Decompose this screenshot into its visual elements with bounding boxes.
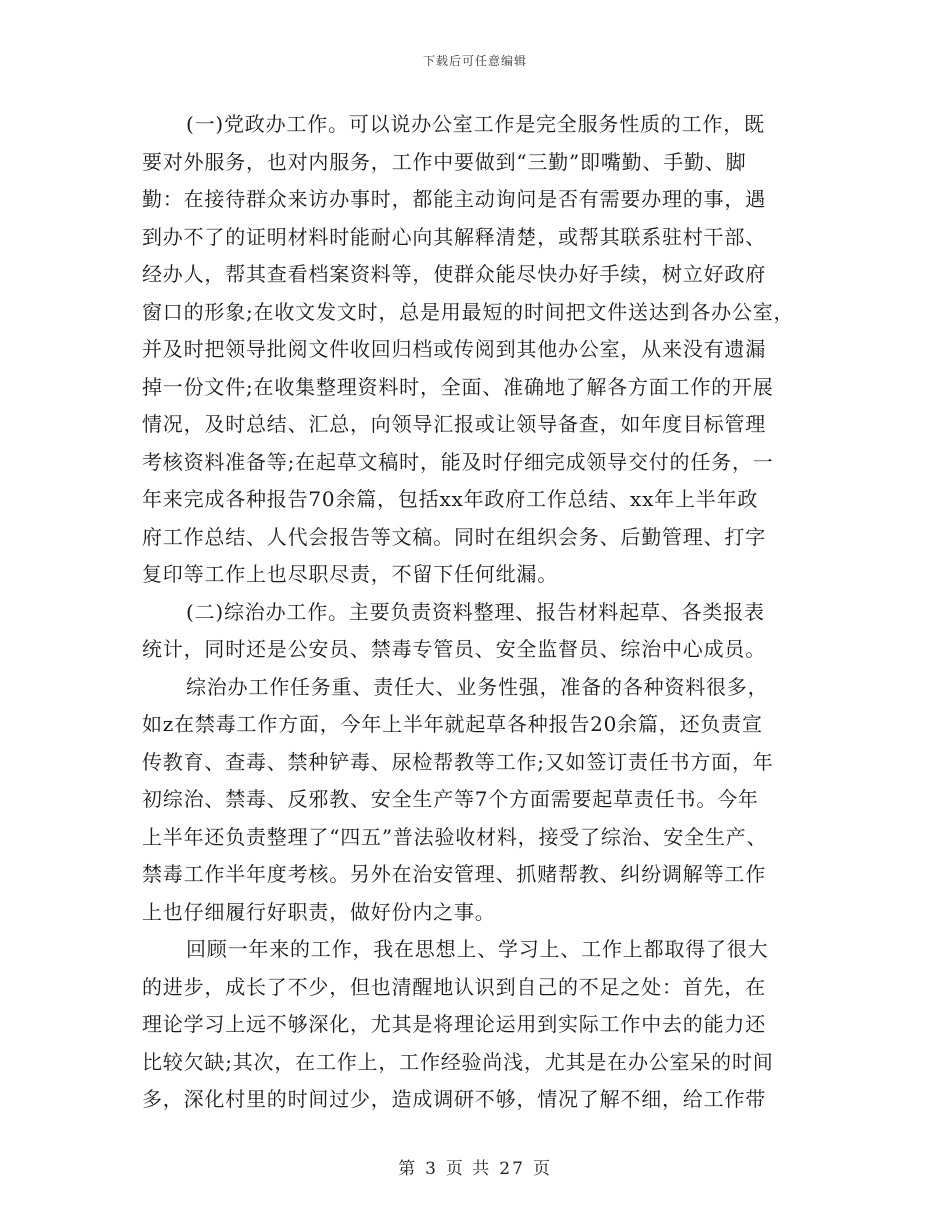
- text-line: 综治办工作任务重、责任大、业务性强，准备的各种资料很多，: [186, 674, 769, 699]
- document-body: [142, 106, 822, 1119]
- text-line: 掉一份文件;在收集整理资料时，全面、准确地了解各方面工作的开展: [142, 374, 774, 399]
- text-line: 考核资料准备等;在起草文稿时，能及时仔细完成领导交付的任务，一: [142, 449, 774, 474]
- text-line: 要对外服务，也对内服务，工作中要做到“三勤”即嘴勤、手勤、脚: [142, 149, 747, 174]
- footer-prefix: 第: [398, 1159, 418, 1179]
- text-line: 并及时把领导批阅文件收回归档或传阅到其他办公室，从来没有遗漏: [142, 337, 766, 361]
- text-line: 统计，同时还是公安员、禁毒专管员、安全监督员、综治中心成员。: [142, 637, 766, 661]
- paragraph-party-office: [142, 106, 822, 594]
- text-line: 传教育、查毒、禁种铲毒、尿检帮教等工作;又如签订责任书方面，年: [142, 749, 774, 774]
- text-line: 情况，及时总结、汇总，向领导汇报或让领导备查，如年度目标管理: [142, 412, 766, 436]
- text-line: 年来完成各种报告70余篇，包括xx年政府工作总结、xx年上半年政: [142, 487, 759, 511]
- footer-suffix: 页: [532, 1159, 552, 1179]
- page-total: 27: [499, 1159, 525, 1179]
- text-line: 复印等工作上也尽职尽责，不留下任何纰漏。: [142, 562, 558, 586]
- text-line: 上也仔细履行好职责，做好份内之事。: [142, 899, 496, 924]
- text-line: 窗口的形象;在收文发文时，总是用最短的时间把文件送达到各办公室，: [142, 299, 795, 324]
- text-line: 初综治、禁毒、反邪教、安全生产等7个方面需要起草责任书。今年: [142, 787, 759, 811]
- page-header: 下载后可任意编辑: [422, 54, 527, 68]
- text-line: 勤：在接待群众来访办事时，都能主动询问是否有需要办理的事，遇: [142, 187, 766, 211]
- text-line: 到办不了的证明材料时能耐心向其解释清楚，或帮其联系驻村干部、: [142, 224, 766, 249]
- text-line: 经办人，帮其查看档案资料等，使群众能尽快办好手续，树立好政府: [142, 262, 766, 286]
- text-line: 如z在禁毒工作方面，今年上半年就起草各种报告20余篇，还负责宣: [142, 712, 763, 736]
- page-footer: [0, 1154, 950, 1179]
- text-line: 禁毒工作半年度考核。另外在治安管理、抓赌帮教、纠纷调解等工作: [142, 862, 766, 886]
- text-line: 上半年还负责整理了“四五”普法验收材料，接受了综治、安全生产、: [142, 824, 768, 849]
- text-line: 比较欠缺;其次，在工作上，工作经验尚浅，尤其是在办公室呆的时间: [142, 1049, 774, 1074]
- text-line: 府工作总结、人代会报告等文稿。同时在组织会务、后勤管理、打字: [142, 524, 766, 549]
- paragraph-review: [142, 931, 822, 1119]
- paragraph-comprehensive-office: [142, 594, 822, 669]
- text-line: 理论学习上远不够深化，尤其是将理论运用到实际工作中去的能力还: [142, 1012, 766, 1036]
- footer-middle: 页 共: [445, 1159, 492, 1179]
- text-line: 回顾一年来的工作，我在思想上、学习上、工作上都取得了很大: [186, 937, 769, 961]
- text-line: (一)党政办工作。可以说办公室工作是完全服务性质的工作，既: [186, 112, 765, 136]
- text-line: 多，深化村里的时间过少，造成调研不够，情况了解不细，给工作带: [142, 1087, 766, 1111]
- page-number: 3: [425, 1159, 438, 1179]
- text-line: (二)综治办工作。主要负责资料整理、报告材料起草、各类报表: [186, 599, 765, 624]
- text-line: 的进步，成长了不少，但也清醒地认识到自己的不足之处：首先，在: [142, 974, 766, 999]
- paragraph-comprehensive-tasks: [142, 669, 822, 932]
